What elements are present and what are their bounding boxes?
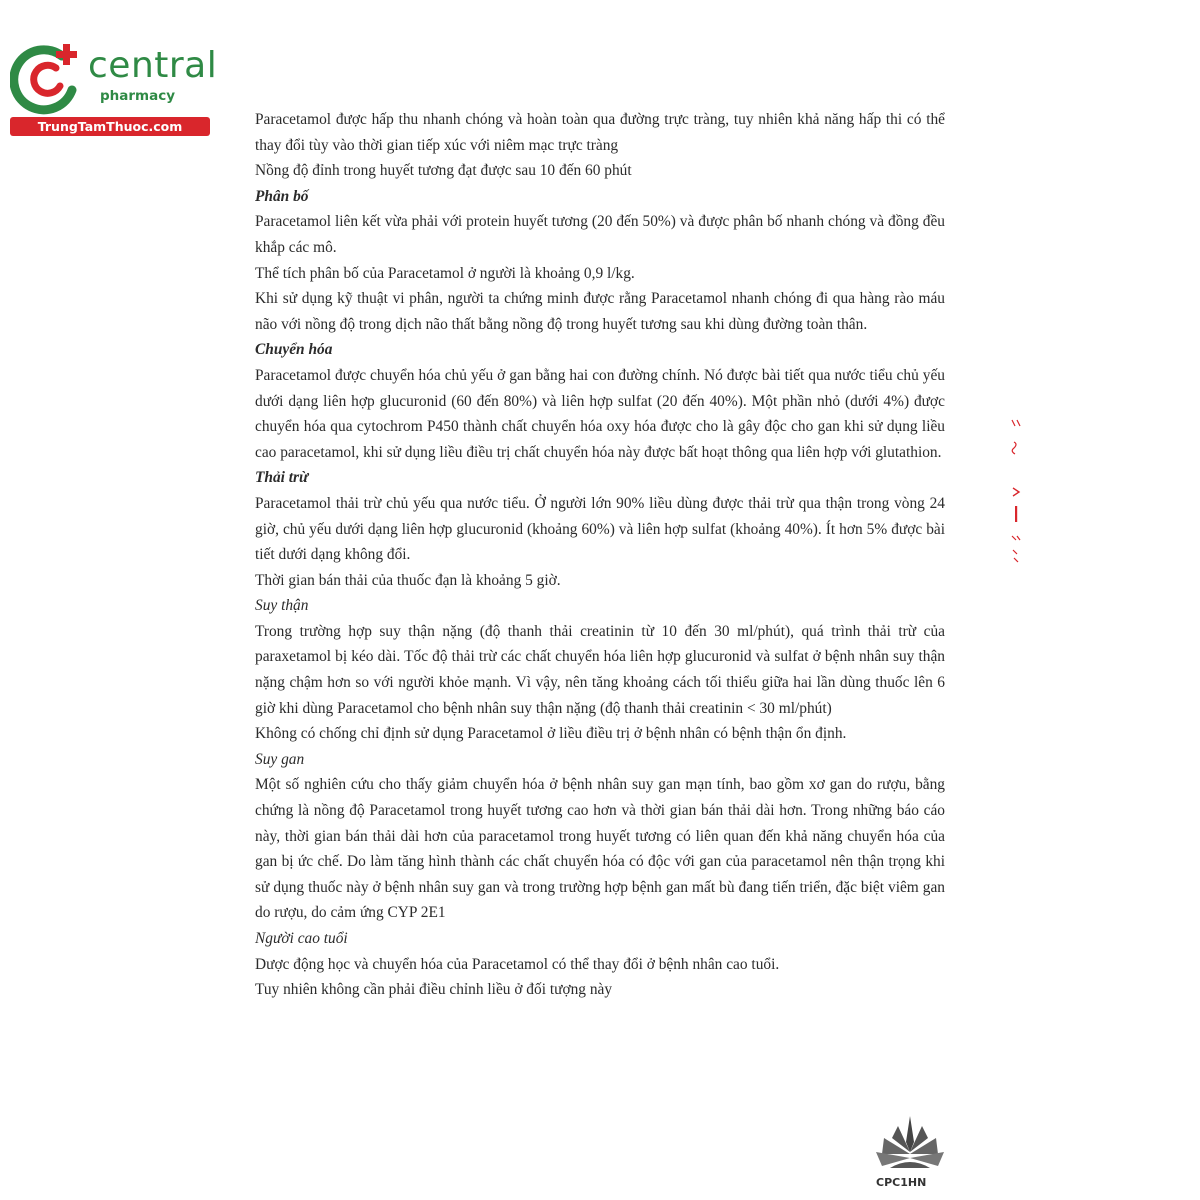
paragraph: Một số nghiên cứu cho thấy giảm chuyển hóa ở bệnh nhân suy gan mạn tính, bao gồm xơ gan do rượu, bằng chứng là nồng độ Paracetamol trong huyết tương cao hơn và thời gian bán thải dài hơn. Trong những báo cáo này, thời gian bán thải dài hơn của paracetamol trong huyết tương có liên quan đến khả năng chuyển hóa của gan bị ức chế. Do làm tăng hình thành các chất chuyển hóa có độc với gan của paracetamol nên thận trọng khi sử dụng thuốc này ở bệnh nhân suy gan và trong trường hợp bệnh gan mất bù đang tiến triển, đặc biệt viêm gan do rượu, do cảm ứng CYP 2E1 (255, 776, 945, 922)
central-pharmacy-logo[interactable] (10, 38, 218, 136)
logo-c-plus-icon (10, 38, 90, 116)
subsection-heading: Suy gan (255, 750, 305, 768)
section-heading: Chuyển hóa (255, 341, 333, 359)
section-heading: Thải trừ (255, 469, 309, 487)
paragraph: Thể tích phân bố của Paracetamol ở người là khoảng 0,9 l/kg. (255, 264, 635, 282)
paragraph: Trong trường hợp suy thận nặng (độ thanh thải creatinin từ 10 đến 30 ml/phút), quá trình thải trừ của paraxetamol bị kéo dài. Tốc độ thải trừ các chất chuyển hóa liên hợp glucuronid và sulfat ở bệnh nhân suy thận nặng chậm hơn so với người khỏe mạnh. Vì vậy, nên tăng khoảng cách tối thiểu giữa hai lần dùng thuốc lên 6 giờ khi dùng Paracetamol cho bệnh nhân suy thận nặng (độ thanh thải creatinin < 30 ml/phút) (255, 622, 945, 717)
logo-brand-text: central (88, 45, 218, 86)
subsection-heading: Người cao tuổi (255, 930, 348, 947)
paragraph: Tuy nhiên không cần phải điều chỉnh liều ở đối tượng này (255, 981, 613, 999)
paragraph: Thời gian bán thải của thuốc đạn là khoảng 5 giờ. (255, 571, 561, 589)
document-body (255, 107, 945, 1003)
subsection-heading: Suy thận (255, 597, 309, 615)
section-heading: Phân bố (255, 187, 309, 205)
paragraph: Paracetamol thải trừ chủ yếu qua nước tiểu. Ở người lớn 90% liều dùng được thải trừ qua thận trong vòng 24 giờ, chủ yếu dưới dạng liên hợp glucuronid (khoảng 60%) và liên hợp sulfat (khoảng 40%). Ít hơn 5% được bài tiết dưới dạng không đổi. (255, 494, 945, 564)
cpc1hn-logo (870, 1112, 950, 1192)
cpc1hn-lotus-icon (870, 1112, 950, 1176)
paragraph: Paracetamol liên kết vừa phải với protein huyết tương (20 đến 50%) và được phân bố nhanh chóng và đồng đều khắp các mô. (255, 213, 945, 256)
paragraph: Dược động học và chuyển hóa của Paracetamol có thể thay đổi ở bệnh nhân cao tuổi. (255, 955, 780, 973)
cpc1hn-text: CPC1HN (876, 1176, 927, 1189)
paragraph: Không có chống chỉ định sử dụng Paracetamol ở liều điều trị ở bệnh nhân có bệnh thận ổn định. (255, 725, 847, 743)
margin-marks (1006, 418, 1026, 568)
logo-url-badge[interactable]: TrungTamThuoc.com (10, 117, 210, 136)
logo-sub-text: pharmacy (100, 88, 176, 104)
paragraph: Paracetamol được hấp thu nhanh chóng và hoàn toàn qua đường trực tràng, tuy nhiên khả năng hấp thi có thể thay đổi tùy vào thời gian tiếp xúc với niêm mạc trực tràng (255, 111, 945, 154)
paragraph: Khi sử dụng kỹ thuật vi phân, người ta chứng minh được rằng Paracetamol nhanh chóng đi qua hàng rào máu não với nồng độ trong dịch não thất bằng nồng độ trong huyết tương sau khi dùng đường toàn thân. (255, 290, 945, 333)
paragraph: Paracetamol được chuyển hóa chủ yếu ở gan bằng hai con đường chính. Nó được bài tiết qua nước tiểu chủ yếu dưới dạng liên hợp glucuronid (60 đến 80%) và liên hợp sulfat (20 đến 40%). Một phần nhỏ (dưới 4%) được chuyển hóa qua cytochrom P450 thành chất chuyển hóa oxy hóa được cho là gây độc cho gan khi sử dụng liều cao paracetamol, khi sử dụng liều điều trị chất chuyển hóa này được bất hoạt thông qua liên hợp với glutathion. (255, 366, 945, 461)
paragraph: Nồng độ đỉnh trong huyết tương đạt được sau 10 đến 60 phút (255, 162, 632, 180)
